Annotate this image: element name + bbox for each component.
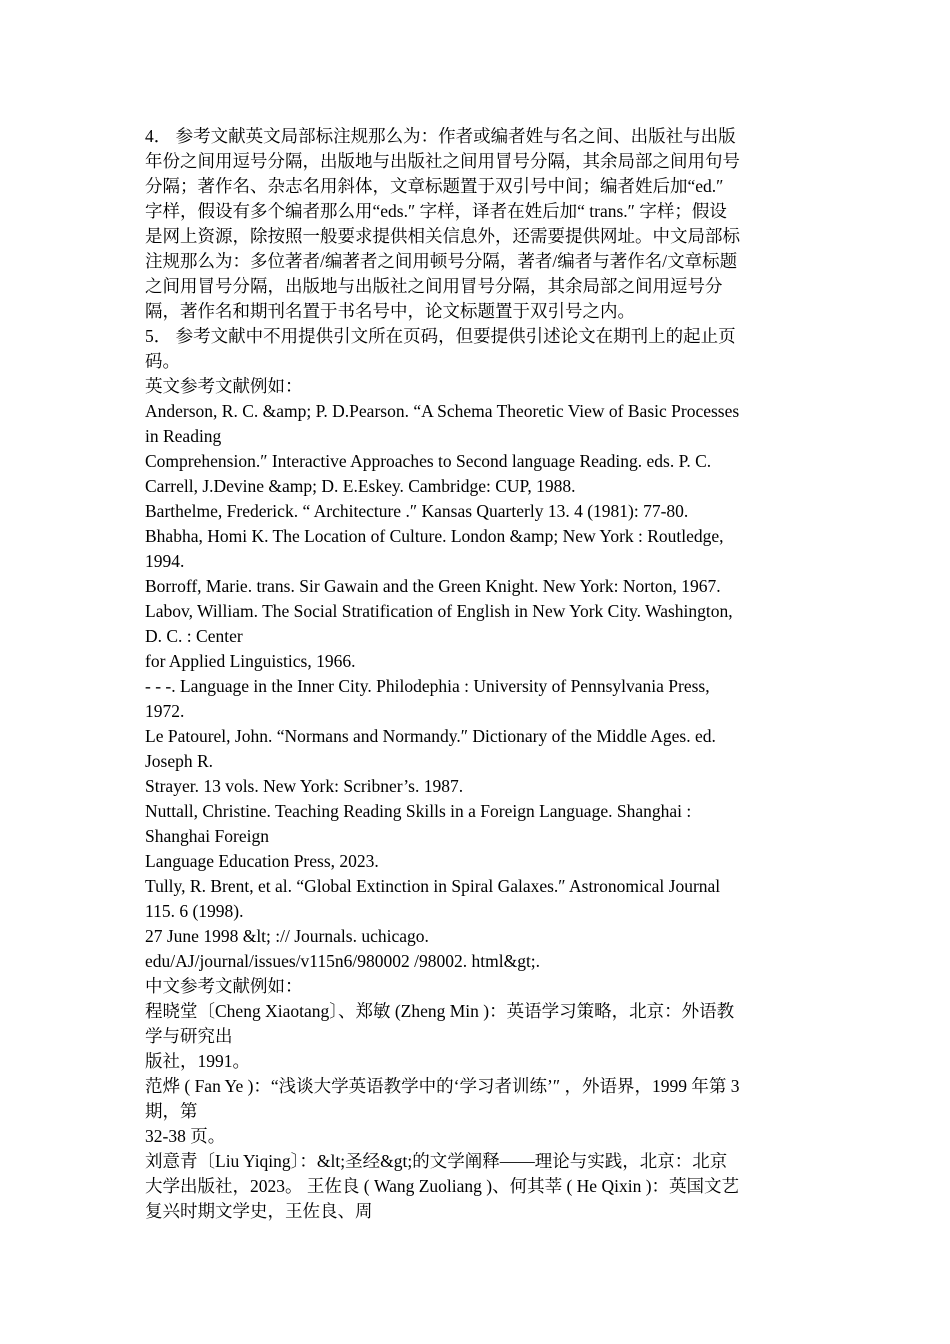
text-line: 是网上资源，除按照一般要求提供相关信息外，还需要提供网址。中文局部标 [145,226,740,246]
reference-line: 学与研究出 [145,1026,233,1046]
text-line: 隔，著作名和期刊名置于书名号中，论文标题置于双引号之内。 [145,301,635,321]
reference-line: 复兴时期文学史，王佐良、周 [145,1201,373,1221]
text-line: 注规那么为：多位著者/编著者之间用顿号分隔，著者/编者与著作名/文章标题 [145,251,738,271]
reference-line: Strayer. 13 vols. New York: Scribner’s. 1987. [145,776,464,796]
reference-line: - - -. Language in the Inner City. Philodephia : University of Pennsylvania Press, [145,676,710,696]
section-heading: 中文参考文献例如： [145,976,303,996]
reference-line: in Reading [145,426,222,446]
document-body [145,124,810,1224]
reference-line: 刘意青〔Liu Yiqing〕：&lt;圣经&gt;的文学阐释——理论与实践，北京：北京 [145,1151,728,1171]
reference-line: Comprehension.″ Interactive Approaches to Second language Reading. eds. P. C. [145,451,712,471]
text-line: 之间用冒号分隔，出版地与出版社之间用冒号分隔，其余局部之间用逗号分 [145,276,723,296]
text-line: 年份之间用逗号分隔，出版地与出版社之间用冒号分隔，其余局部之间用句号 [145,151,740,171]
reference-line: D. C. : Center [145,626,243,646]
reference-line: 1972. [145,701,185,721]
reference-line: 大学出版社，2023。 王佐良 ( Wang Zuoliang )、何其莘 ( He Qixin )：英国文艺 [145,1176,740,1196]
reference-line: 115. 6 (1998). [145,901,244,921]
reference-line: 版社，1991。 [145,1051,250,1071]
text-line: 4． 参考文献英文局部标注规那么为：作者或编者姓与名之间、出版社与出版 [145,126,736,146]
reference-line: 27 June 1998 &lt; :// Journals. uchicago. [145,926,429,946]
reference-line: Nuttall, Christine. Teaching Reading Skills in a Foreign Language. Shanghai : [145,801,692,821]
reference-line: 1994. [145,551,185,571]
reference-line: Labov, William. The Social Stratification of English in New York City. Washington, [145,601,733,621]
reference-line: 程晓堂〔Cheng Xiaotang〕、郑敏 (Zheng Min )：英语学习策略，北京：外语教 [145,1001,735,1021]
section-heading: 英文参考文献例如： [145,376,303,396]
reference-line: Joseph R. [145,751,214,771]
text-line: 5． 参考文献中不用提供引文所在页码，但要提供引述论文在期刊上的起止页 [145,326,736,346]
reference-line: Anderson, R. C. &amp; P. D.Pearson. “A Schema Theoretic View of Basic Processes [145,401,740,421]
text-line: 码。 [145,351,180,371]
reference-line: Language Education Press, 2023. [145,851,379,871]
reference-line: for Applied Linguistics, 1966. [145,651,356,671]
reference-line: 范烨 ( Fan Ye )：“浅谈大学英语教学中的‘学习者训练’″ ，外语界，1999 年第 3 [145,1076,740,1096]
reference-line: 期，第 [145,1101,198,1121]
text-line: 分隔；著作名、杂志名用斜体，文章标题置于双引号中间；编者姓后加“ed.″ [145,176,724,196]
reference-line: edu/AJ/journal/issues/v115n6/980002 /98002. html&gt;. [145,951,541,971]
reference-line: Bhabha, Homi K. The Location of Culture. London &amp; New York : Routledge, [145,526,724,546]
reference-line: Borroff, Marie. trans. Sir Gawain and the Green Knight. New York: Norton, 1967. [145,576,721,596]
reference-line: Le Patourel, John. “Normans and Normandy.″ Dictionary of the Middle Ages. ed. [145,726,716,746]
reference-line: Shanghai Foreign [145,826,269,846]
reference-line: Tully, R. Brent, et al. “Global Extinction in Spiral Galaxes.″ Astronomical Journal [145,876,721,896]
reference-line: Carrell, J.Devine &amp; D. E.Eskey. Cambridge: CUP, 1988. [145,476,576,496]
reference-line: 32-38 页。 [145,1126,226,1146]
reference-line: Barthelme, Frederick. “ Architecture .″ Kansas Quarterly 13. 4 (1981): 77-80. [145,501,689,521]
text-line: 字样，假设有多个编者那么用“eds.″ 字样，译者在姓后加“ trans.″ 字样；假设 [145,201,727,221]
